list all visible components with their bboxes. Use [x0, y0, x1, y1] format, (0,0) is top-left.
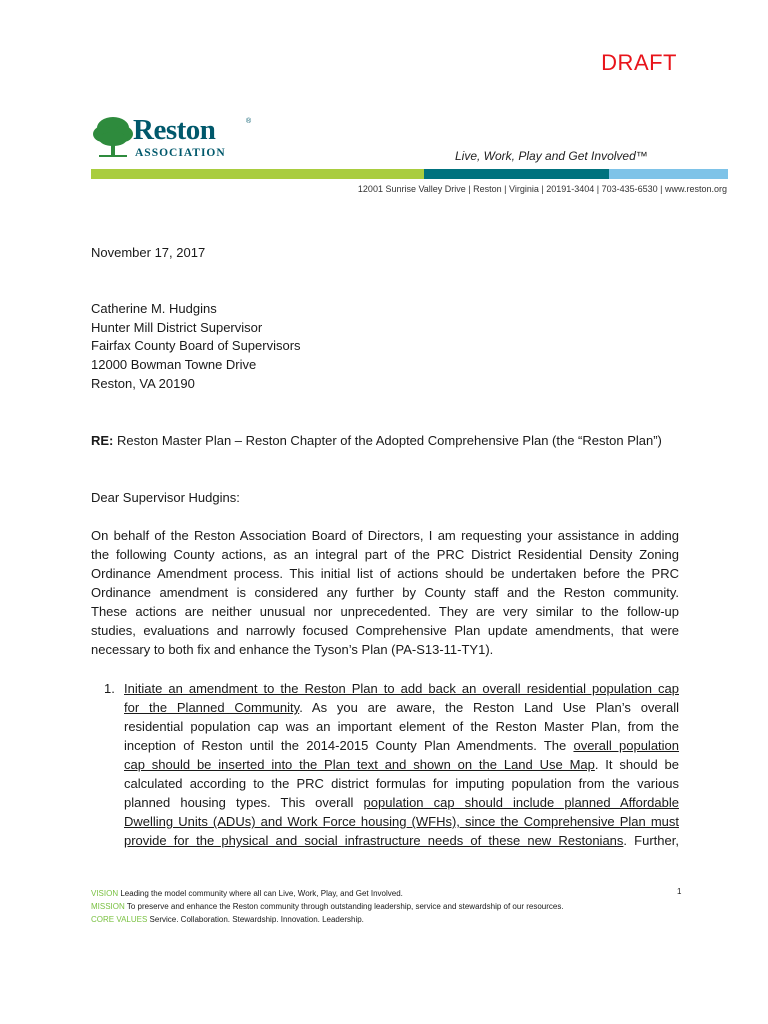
page-number: 1 — [677, 887, 682, 896]
rule-green-segment — [91, 169, 424, 179]
subject-text: Reston Master Plan – Reston Chapter of the Adopted Comprehensive Plan (the “Reston Plan”) — [117, 433, 662, 448]
para1-text: Ordinance Amendment process. This initial list of actions should be undertaken before the PRC — [91, 566, 679, 581]
recipient-title: Hunter Mill District Supervisor — [91, 320, 263, 335]
rule-blue-segment — [609, 169, 728, 179]
para1-text: Ordinance amendment is considered any further by County staff and the Reston community. — [91, 585, 679, 600]
item1-line — [124, 795, 679, 810]
recipient-name: Catherine M. Hudgins — [91, 301, 217, 316]
item1-line — [124, 719, 679, 734]
logo-subtitle: ASSOCIATION — [135, 147, 226, 159]
recipient-city: Reston, VA 20190 — [91, 376, 195, 391]
item1-text: planned housing types. This overall — [124, 795, 364, 810]
para1-line — [91, 547, 679, 562]
item1-line — [124, 833, 679, 848]
tagline: Live, Work, Play and Get Involved™ — [455, 149, 648, 163]
para1-line — [91, 528, 679, 543]
recipient-org: Fairfax County Board of Supervisors — [91, 338, 301, 353]
footer-vision — [91, 887, 564, 900]
item1-line — [124, 700, 679, 715]
draft-label: DRAFT — [601, 50, 677, 75]
para1-text: These actions are neither unusual nor unprecedented. They are very similar to the follow-up — [91, 604, 679, 619]
item1-text: Initiate an amendment to the Reston Plan to add back an overall residential population cap — [124, 681, 679, 696]
letter-date: November 17, 2017 — [91, 245, 206, 260]
item1-text: residential population cap was an important element of the Reston Master Plan, from the — [124, 719, 679, 734]
para1-line — [91, 623, 679, 638]
para1-text: the following County actions, as an integral part of the PRC District Residential Density Zoning — [91, 547, 679, 562]
subject-label: RE: — [91, 433, 114, 448]
item1-line — [124, 738, 679, 753]
footer-mission — [91, 900, 564, 913]
rule-teal-segment — [424, 169, 609, 179]
item1-line — [124, 814, 679, 829]
item1-text: calculated according to the PRC district formulas for imputing population from the various — [124, 776, 679, 791]
subject-line — [91, 433, 662, 448]
footer-vision-label: VISION — [91, 889, 119, 898]
recipient-street: 12000 Bowman Towne Drive — [91, 357, 257, 372]
footer-vision-text: Leading the model community where all can Live, Work, Play, and Get Involved. — [120, 889, 403, 898]
header-color-rule — [91, 169, 728, 179]
item1-underlined: population cap should include planned Affordable — [363, 795, 679, 810]
list-number: 1. — [104, 681, 115, 696]
para1-text: necessary to both fix and enhance the Tyson’s Plan (PA-S13-11-TY1). — [91, 642, 494, 657]
footer-core-values — [91, 913, 564, 926]
para1-line — [91, 604, 679, 619]
item1-underlined: cap should be inserted into the Plan text and shown on the Land Use Map — [124, 757, 595, 772]
para1-line — [91, 585, 679, 600]
item1-underlined: Dwelling Units (ADUs) and Work Force housing (WFHs), since the Comprehensive Plan must — [124, 814, 679, 829]
footer — [91, 887, 564, 926]
para1-line — [91, 566, 679, 581]
para1-text: studies, evaluations and narrowly focused Comprehensive Plan update amendments, that were — [91, 623, 679, 638]
footer-mission-text: To preserve and enhance the Reston community through outstanding leadership, service and stewardship of our resources. — [126, 902, 564, 911]
item1-text: inception of Reston until the 2014-2015 County Plan Amendments. The — [124, 738, 574, 753]
para1-line — [91, 642, 493, 657]
address-line: 12001 Sunrise Valley Drive | Reston | Virginia | 20191-3404 | 703-435-6530 | www.reston.org — [357, 184, 727, 194]
salutation: Dear Supervisor Hudgins: — [91, 490, 240, 505]
footer-mission-label: MISSION — [91, 902, 125, 911]
logo-registered-mark: ® — [246, 118, 252, 125]
item1-text: . As you are aware, the Reston Land Use Plan’s overall — [299, 700, 679, 715]
item1-text: . Further, — [623, 833, 679, 848]
para1-text: On behalf of the Reston Association Board of Directors, I am requesting your assistance in adding — [91, 528, 679, 543]
item1-underlined: provide for the physical and social infrastructure needs of these new Restonians — [124, 833, 624, 848]
footer-core-text: Service. Collaboration. Stewardship. Innovation. Leadership. — [149, 915, 364, 924]
logo-name: Reston — [133, 114, 216, 146]
footer-core-label: CORE VALUES — [91, 915, 148, 924]
item1-line — [124, 681, 679, 696]
item1-line — [124, 757, 679, 772]
item1-text: . It should be — [594, 757, 679, 772]
item1-line — [124, 776, 679, 791]
item1-underlined: for the Planned Community — [124, 700, 300, 715]
item1-underlined: overall population — [573, 738, 680, 753]
